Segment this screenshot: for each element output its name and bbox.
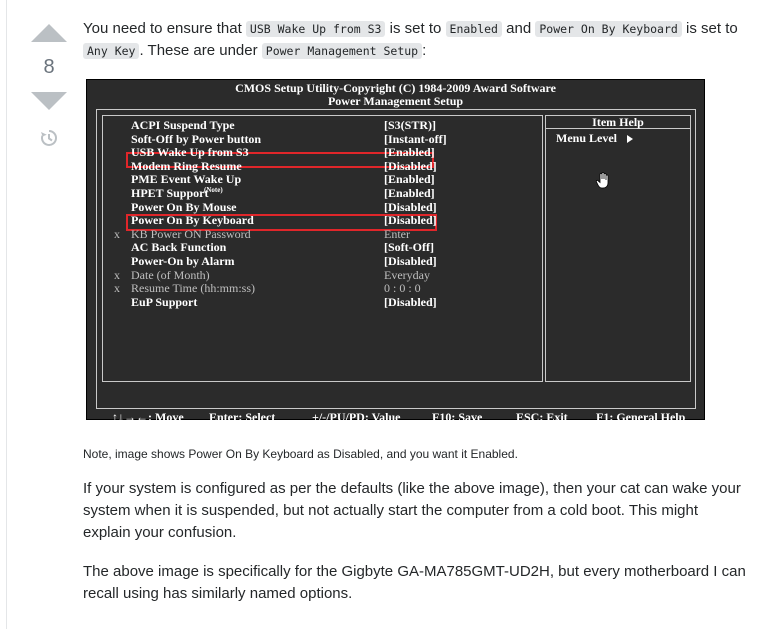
disabled-marker: x	[114, 267, 120, 282]
bios-row-value: 0 : 0 : 0	[384, 281, 421, 296]
bios-help-panel	[545, 115, 691, 382]
downvote-arrow-icon[interactable]	[31, 92, 67, 110]
paragraph-defaults: If your system is configured as per the defaults (like the above image), then your cat can wake your system when it is suspended, but not actually start the computer from a cold boot. This might explain your confusion.	[83, 480, 741, 541]
bios-row-value: [Disabled]	[384, 213, 437, 228]
footer-optimized: F7: Optimized Defaults	[516, 424, 636, 438]
disabled-marker: x	[114, 281, 120, 296]
answer-body	[83, 18, 743, 62]
bios-row-label: Power On By Mouse	[131, 199, 237, 214]
bios-row-label: AC Back Function	[131, 240, 227, 255]
bios-row-value: [Disabled]	[384, 199, 437, 214]
bios-row-label: HPET Support	[131, 186, 209, 200]
bios-row[interactable]	[103, 187, 544, 201]
bios-row-value: [Disabled]	[384, 254, 437, 268]
bios-row-value: [Soft-Off]	[384, 240, 434, 255]
intro-text: is set to	[681, 20, 738, 37]
code-power-on-keyboard: Power On By Keyboard	[535, 21, 681, 37]
footer-enter: Enter: Select	[209, 410, 276, 424]
bios-row-label: USB Wake Up from S3	[131, 145, 249, 160]
footer-value: +/-/PU/PD: Value	[312, 410, 401, 424]
bios-row[interactable]	[103, 173, 544, 187]
note-superscript: (Note)	[204, 186, 223, 194]
bios-row[interactable]	[103, 269, 544, 283]
footer-prev: F5: Previous Values	[156, 424, 258, 438]
bios-title-line2: Power Management Setup	[327, 94, 464, 108]
bios-title-line1: CMOS Setup Utility-Copyright (C) 1984-2009 Award Software	[235, 81, 556, 95]
bios-row-value: [Disabled]	[384, 158, 437, 173]
bios-row-label: KB Power ON Password	[131, 226, 251, 241]
left-divider	[6, 0, 7, 629]
triangle-right-icon	[627, 135, 633, 143]
vote-controls	[28, 24, 70, 153]
intro-text: . These are under	[139, 42, 262, 59]
bios-row-value: Everyday	[384, 267, 430, 282]
footer-exit: ESC: Exit	[516, 410, 568, 424]
intro-paragraph	[83, 18, 743, 62]
bios-row[interactable]	[103, 201, 544, 215]
bios-row-value: [S3(STR)]	[384, 118, 437, 132]
bios-row-label: Date (of Month)	[131, 267, 210, 282]
bios-row[interactable]	[103, 282, 544, 296]
code-power-management: Power Management Setup	[262, 43, 422, 59]
bios-row-label: Power-On by Alarm	[131, 254, 235, 268]
bios-settings-panel	[102, 115, 543, 382]
bios-row[interactable]	[103, 241, 544, 255]
bios-row-label: EuP Support	[131, 294, 198, 309]
bios-row-label: ACPI Suspend Type	[131, 118, 235, 132]
intro-text: :	[422, 42, 427, 59]
footer-help: F1: General Help	[596, 410, 686, 424]
intro-text: is set to	[385, 20, 446, 37]
disabled-marker: x	[114, 226, 120, 241]
menu-level	[556, 131, 633, 146]
bios-row-label: Modem Ring Resume	[131, 158, 242, 173]
footer-save: F10: Save	[432, 410, 483, 424]
bios-row[interactable]	[103, 160, 544, 174]
bios-row-value: [Enabled]	[384, 145, 435, 160]
paragraph-motherboard: The above image is specifically for the Gigbyte GA-MA785GMT-UD2H, but every motherboard I can recall using has similarly named options.	[83, 563, 746, 602]
help-title: Item Help	[546, 116, 690, 129]
bios-frame	[96, 109, 696, 438]
bios-footer	[106, 410, 706, 440]
bios-row-label: Soft-Off by Power button	[131, 131, 262, 146]
bios-row[interactable]	[103, 133, 544, 147]
bios-row-value: [Enabled]	[384, 172, 435, 187]
bios-row[interactable]	[103, 119, 544, 133]
menu-level-label: Menu Level	[556, 131, 617, 145]
image-caption: Note, image shows Power On By Keyboard as Disabled, and you want it Enabled.	[83, 447, 518, 461]
code-usb-wake: USB Wake Up from S3	[246, 21, 386, 37]
bios-row[interactable]	[103, 228, 544, 242]
bios-screenshot	[86, 79, 705, 438]
code-enabled: Enabled	[446, 21, 502, 37]
bios-row[interactable]	[103, 146, 544, 160]
bios-row-value: [Disabled]	[384, 294, 437, 309]
code-any-key: Any Key	[83, 43, 139, 59]
bios-row-value: Enter	[384, 226, 410, 241]
bios-title	[87, 82, 704, 108]
bios-row[interactable]	[103, 214, 544, 228]
bios-row-label: Power On By Keyboard	[131, 213, 254, 228]
upvote-arrow-icon[interactable]	[31, 24, 67, 42]
bios-row-label: Resume Time (hh:mm:ss)	[131, 281, 256, 296]
bios-row-label: PME Event Wake Up	[131, 172, 242, 187]
bios-row-value: [Instant-off]	[384, 131, 447, 146]
footer-move: ↑↓→←: Move	[112, 410, 184, 424]
intro-text: You need to ensure that	[83, 20, 246, 37]
bios-row[interactable]	[103, 255, 544, 269]
hand-cursor-icon	[595, 172, 611, 190]
bios-row[interactable]	[103, 296, 544, 310]
intro-text: and	[501, 20, 536, 37]
footer-failsafe: F6: Fail-Safe Defaults	[312, 424, 424, 438]
history-icon[interactable]	[39, 128, 59, 148]
bios-row-value: [Enabled]	[384, 186, 435, 200]
vote-count: 8	[43, 56, 55, 78]
